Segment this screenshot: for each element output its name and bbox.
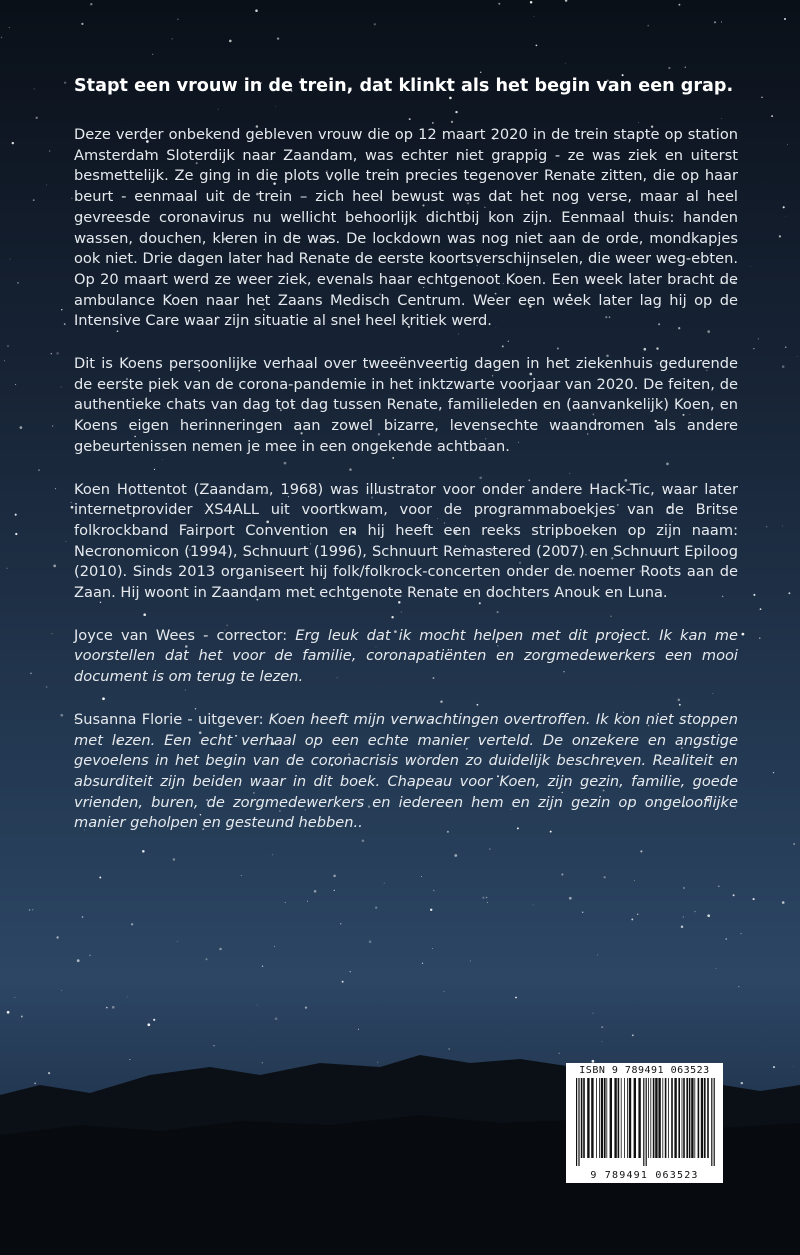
star <box>255 9 258 12</box>
star <box>766 526 768 528</box>
synopsis-paragraph: Deze verder onbekend gebleven vrouw die op 12 maart 2020 in de trein stapte op station Amsterdam Sloterdijk naar Zaandam, was echter niet grappig - ze was ziek en uiterst besmettelijk. Ze ging in die plots volle trein precies tegenover Renate zitten, die op haar beurt - eenmaal uit de trein – zich heel bewust was dat het nog verse, maar al heel gevreesde coronavirus nu wellicht behoorlijk dichtbij kon zijn. Eenmaal thuis: handen wassen, douchen, kleren in de was. De lockdown was nog niet aan de orde, mondkapjes ook niet. Drie dagen later had Renate de eerste koortsverschijnselen, die weer weg-ebten. Op 20 maart werd ze weer ziek, evenals haar echtgenoot Koen. Een week later bracht de ambulance Koen naar het Zaans Medisch Centrum. Weer een week later lag hij op de Intensive Care waar zijn situatie al snel heel kritiek werd. <box>74 126 738 330</box>
star <box>10 259 11 260</box>
star <box>61 309 62 310</box>
star <box>733 894 735 896</box>
barcode-bar <box>646 1078 647 1166</box>
star <box>486 897 488 899</box>
star <box>760 608 762 610</box>
star <box>285 902 286 903</box>
star <box>565 63 566 64</box>
star <box>277 37 279 39</box>
star <box>784 18 786 20</box>
barcode-bar <box>643 1078 644 1166</box>
star <box>782 526 783 527</box>
barcode-bar <box>648 1078 649 1158</box>
star <box>64 82 66 84</box>
star <box>433 890 435 892</box>
barcode-bar <box>624 1078 625 1158</box>
publisher-quote <box>74 710 738 834</box>
star <box>683 887 684 888</box>
barcode-bar <box>698 1078 700 1158</box>
star <box>333 875 336 878</box>
star <box>793 843 795 845</box>
quote-text: Koen heeft mijn verwachtingen overtroffen. Ik kon niet stoppen met lezen. Een echt verhaal op een echte manier verteld. De onzekere en angstige gevoelens in het begin van de coronacrisis worden zo duidelijk beschreven. Realiteit en absurditeit zijn beiden waar in dit boek. Chapeau voor Koen, zijn gezin, familie, goede vrienden, buren, de zorgmedewerkers en iedereen hem en zijn gezin op ongelooflijke manier geholpen en gesteund hebben.. <box>74 710 738 832</box>
star <box>33 199 35 201</box>
star <box>759 637 760 638</box>
barcode-bar <box>591 1078 593 1158</box>
star <box>334 890 335 891</box>
star <box>314 890 317 893</box>
star <box>241 875 242 876</box>
star <box>785 217 786 218</box>
star <box>565 0 567 2</box>
star <box>707 914 710 917</box>
barcode-bar <box>678 1078 680 1158</box>
barcode-bar <box>704 1078 706 1158</box>
star <box>7 568 8 569</box>
back-cover-text <box>74 74 738 856</box>
star <box>634 880 635 881</box>
barcode-bar <box>655 1078 657 1158</box>
star <box>718 886 719 887</box>
barcode-bar <box>621 1078 622 1158</box>
star <box>782 901 785 904</box>
star <box>340 923 341 924</box>
star <box>421 876 422 877</box>
star <box>668 67 670 69</box>
star <box>90 3 92 5</box>
star <box>15 514 17 516</box>
star <box>52 426 53 427</box>
star <box>71 198 72 199</box>
star <box>15 533 17 535</box>
star <box>66 541 67 542</box>
star <box>533 905 534 906</box>
barcode-bar <box>596 1078 597 1158</box>
star <box>12 142 14 144</box>
star <box>81 23 83 25</box>
barcode-bar <box>682 1078 683 1158</box>
star <box>34 88 35 89</box>
star <box>771 115 773 117</box>
star <box>152 54 153 55</box>
star <box>683 917 684 918</box>
star <box>29 909 31 911</box>
star <box>60 714 63 717</box>
star <box>647 25 649 27</box>
barcode-bar <box>707 1078 709 1158</box>
star <box>742 633 745 636</box>
star <box>4 360 5 361</box>
star <box>530 1 533 4</box>
barcode-bar <box>650 1078 651 1158</box>
star <box>761 97 762 98</box>
star <box>61 387 62 388</box>
story-paragraph: Dit is Koens persoonlijke verhaal over tweeënveertig dagen in het ziekenhuis gedurende de eerste piek van de corona-pandemie in het inktzwarte voorjaar van 2020. De feiten, de authentieke chats van dag tot dag tussen Renate, familieleden en (aanvankelijk) Koen, en Koens eigen herinneringen aan zowel bizarre, levensechte waandromen als andere gebeurtenissen nemen je mee in een ongekende achtbaan. <box>74 355 738 455</box>
barcode-bar <box>638 1078 640 1158</box>
barcode-bar <box>683 1078 685 1158</box>
headline: Stapt een vrouw in de trein, dat klinkt als het begin van een grap. <box>74 76 734 96</box>
star <box>36 117 38 119</box>
barcode-bar <box>610 1078 612 1158</box>
star <box>753 898 755 900</box>
star <box>15 384 16 385</box>
star <box>30 672 32 674</box>
star <box>384 883 385 884</box>
star <box>55 488 56 489</box>
star <box>38 469 40 471</box>
barcode-bar <box>665 1078 667 1158</box>
star <box>740 933 741 934</box>
star <box>758 338 759 339</box>
barcode-bar <box>581 1078 583 1158</box>
star <box>173 858 175 860</box>
barcode-bar <box>711 1078 712 1166</box>
star <box>782 365 785 368</box>
barcode-bar <box>691 1078 693 1158</box>
barcode-bar <box>599 1078 600 1158</box>
star <box>482 897 484 899</box>
barcode-bars <box>574 1078 715 1166</box>
star <box>71 506 74 509</box>
star <box>637 914 638 915</box>
star <box>51 633 52 634</box>
star <box>753 348 754 349</box>
star <box>7 345 9 347</box>
star <box>783 206 785 208</box>
star <box>631 918 633 920</box>
star <box>430 909 432 911</box>
star <box>785 346 787 348</box>
barcode-bar <box>668 1078 669 1158</box>
star <box>56 352 58 354</box>
star <box>561 873 563 875</box>
barcode-bar <box>674 1078 676 1158</box>
star <box>536 45 538 47</box>
isbn-label: ISBN 9 789491 063523 <box>579 1065 710 1076</box>
star <box>681 925 684 928</box>
star <box>753 594 755 596</box>
star <box>51 353 52 354</box>
star <box>46 686 48 688</box>
star <box>20 426 23 429</box>
star <box>773 772 774 773</box>
quote-text: Erg leuk dat ik mocht helpen met dit project. Ik kan me voorstellen dat het voor de familie, coronapatiënten en zorgmedewerkers een mooi document is om terug te lezen. <box>74 626 738 686</box>
star <box>9 27 10 28</box>
star <box>487 902 488 903</box>
barcode-bar <box>614 1078 616 1158</box>
barcode-bar <box>606 1078 607 1158</box>
star <box>1 37 2 38</box>
barcode-bar <box>658 1078 660 1158</box>
barcode-bar <box>604 1078 606 1158</box>
barcode-bar <box>662 1078 663 1158</box>
star <box>82 916 84 918</box>
barcode-bar <box>671 1078 673 1158</box>
star <box>714 21 716 23</box>
star <box>498 3 500 5</box>
barcode-bar <box>587 1078 589 1158</box>
star <box>534 16 535 17</box>
star <box>721 22 722 23</box>
barcode-bar <box>601 1078 603 1158</box>
star <box>797 356 798 357</box>
star <box>99 877 101 879</box>
star <box>17 282 18 283</box>
star <box>750 266 751 267</box>
star <box>569 897 572 900</box>
star <box>64 323 66 325</box>
star <box>172 38 173 39</box>
barcode-digits: 9 789491 063523 <box>590 1170 699 1181</box>
barcode-bar <box>694 1078 695 1158</box>
quote-author: Joyce van Wees - corrector: <box>74 626 296 644</box>
star <box>49 150 50 151</box>
barcode-bar <box>634 1078 636 1158</box>
star <box>71 502 72 503</box>
star <box>53 565 56 568</box>
star <box>375 907 377 909</box>
star <box>46 185 47 186</box>
star <box>307 901 308 902</box>
author-bio-paragraph: Koen Hottentot (Zaandam, 1968) was illustrator voor onder andere Hack-Tic, waar later internetprovider XS4ALL uit voortkwam, voor de programmaboekjes van de Britse folkrockband Fairport Convention en hij heeft een reeks stripboeken op zijn naam: Necronomicon (1994), Schnuurt (1996), Schnuurt Remastered (2007) en Schnuurt Epiloog (2010). Sinds 2013 organiseert hij folk/folkrock-concerten onder de noemer Roots aan de Zaan. Hij woont in Zaandam met echtgenote Renate en dochters Anouk en Luna. <box>74 480 738 602</box>
star <box>678 4 680 6</box>
barcode-bar <box>583 1078 585 1158</box>
barcode-bar <box>701 1078 703 1158</box>
star <box>32 909 33 910</box>
barcode-bar <box>578 1078 579 1166</box>
star <box>582 912 583 913</box>
star <box>779 235 781 237</box>
barcode-bar <box>714 1078 715 1166</box>
barcode-bar <box>627 1078 628 1158</box>
barcode-bar <box>689 1078 691 1158</box>
star <box>787 144 788 145</box>
barcode-bar <box>686 1078 688 1158</box>
star <box>177 18 179 20</box>
star <box>229 40 232 43</box>
barcode-bar <box>618 1078 620 1158</box>
star <box>374 23 376 25</box>
barcode-bar <box>576 1078 577 1166</box>
star <box>788 592 790 594</box>
barcode-bar <box>629 1078 631 1158</box>
barcode-bar <box>653 1078 655 1158</box>
star <box>685 66 686 67</box>
corrector-quote <box>74 626 738 688</box>
quote-author: Susanna Florie - uitgever: <box>74 710 269 728</box>
star <box>603 876 605 878</box>
isbn-barcode <box>566 1063 723 1183</box>
star <box>131 923 133 925</box>
star <box>694 911 695 912</box>
star <box>480 72 481 73</box>
